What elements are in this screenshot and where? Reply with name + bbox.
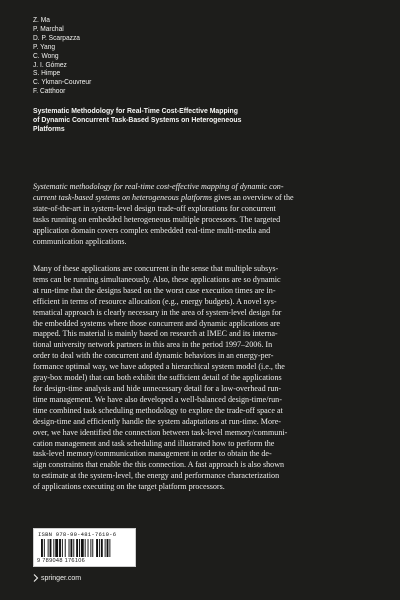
intro-line bbox=[33, 204, 365, 215]
author-name: P. Yang bbox=[33, 41, 56, 51]
description-line: tional university network partners in this area in the period 1997–2006. In bbox=[33, 340, 273, 350]
description-line: the embedded systems where those concurrent and dynamic applications are bbox=[33, 318, 280, 328]
intro-line bbox=[33, 237, 365, 248]
text-segment: application domain covers complex embedded real-time multi-media and bbox=[33, 225, 271, 235]
chevron-right-icon bbox=[33, 574, 39, 582]
publisher-label: springer.com bbox=[41, 574, 82, 582]
description-line: tems can be running simultaneously. Also, these applications are so dynamic bbox=[33, 274, 281, 284]
emphasized-text: current task-based systems on heterogeneous platforms bbox=[33, 192, 213, 202]
title-line: Systematic Methodology for Real-Time Cost-Effective Mapping bbox=[33, 106, 238, 115]
intro-paragraph bbox=[33, 182, 365, 247]
isbn-barcode-box bbox=[33, 528, 136, 567]
description-line: of applications executing on the target platform processors. bbox=[33, 482, 225, 492]
author-name: J. I. Gómez bbox=[33, 59, 67, 69]
author-name: C. Wong bbox=[33, 50, 59, 60]
description-line: efficient in terms of resource allocation (e.g., energy budgets). A novel sys- bbox=[33, 296, 277, 306]
author-name: Z. Ma bbox=[33, 15, 50, 24]
description-line: over, we have identified the connection between task-level memory/communi- bbox=[33, 427, 288, 437]
isbn-label: ISBN 978-90-481-7610-6 bbox=[38, 531, 117, 538]
description-line: time combined task scheduling methodology to explore the trade-off space at bbox=[33, 405, 283, 415]
book-title bbox=[33, 106, 340, 134]
title-line: Platforms bbox=[33, 124, 65, 134]
description-line: sign constraints that enable the this connection. A fast approach is also shown bbox=[33, 460, 285, 470]
author-name: C. Ykman-Couvreur bbox=[33, 77, 92, 87]
description-line: order to deal with the concurrent and dynamic behaviors in an energy-per- bbox=[33, 351, 274, 361]
description-line: formance optimal way, we have adopted a hierarchical system model (i.e., the bbox=[33, 362, 285, 372]
intro-line bbox=[33, 215, 365, 226]
description-line: for design-time analysis and hide unnecessary detail for a low-overhead run- bbox=[33, 383, 282, 393]
text-segment: gives an overview of the bbox=[212, 192, 294, 202]
author-name: F. Catthoor bbox=[33, 86, 66, 96]
text-segment: state-of-the-art in system-level design trade-off explorations for concurrent bbox=[33, 203, 276, 213]
author-name: D. P. Scarpazza bbox=[33, 32, 80, 42]
intro-line bbox=[33, 226, 365, 237]
description-paragraph bbox=[33, 264, 365, 493]
description-line: time management. We have also developed a well-balanced design-time/run- bbox=[33, 394, 282, 404]
description-line: at run-time that the designs based on the worst case execution times are in- bbox=[33, 285, 276, 295]
text-segment: communication applications. bbox=[33, 236, 127, 246]
author-list bbox=[33, 16, 91, 96]
intro-line bbox=[33, 193, 365, 204]
description-line: Many of these applications are concurrent in the sense that multiple subsys- bbox=[33, 264, 279, 273]
emphasized-text: Systematic methodology for real-time cost-effective mapping of dynamic con- bbox=[33, 182, 284, 191]
description-line: tematical approach is clearly necessary in the area of system-level design for bbox=[33, 307, 282, 317]
text-segment: tasks running on embedded heterogeneous multiple processors. The targeted bbox=[33, 214, 281, 224]
description-line: gray-box model) that can both exhibit the sufficient detail of the applications bbox=[33, 373, 282, 383]
barcode-icon bbox=[41, 539, 129, 557]
author-name: S. Himpe bbox=[33, 68, 61, 78]
description-line: to estimate at the system-level, the energy and performance characterization bbox=[33, 471, 280, 481]
description-line: design-time and efficiently handle the system adaptations at run-time. More- bbox=[33, 416, 281, 426]
description-line: task-level memory/communication management in order to obtain the de- bbox=[33, 449, 272, 459]
author-name: P. Marchal bbox=[33, 23, 64, 33]
publisher-link[interactable] bbox=[33, 574, 81, 582]
intro-line bbox=[33, 182, 365, 193]
barcode-digits: 9 789048 176106 bbox=[37, 558, 86, 564]
title-line: of Dynamic Concurrent Task-Based Systems on Heterogeneous bbox=[33, 115, 242, 125]
description-line: mapped. This material is mainly based on research at IMEC and its interna- bbox=[33, 329, 278, 339]
description-line: cation management and task scheduling and illustrated how to perform the bbox=[33, 438, 275, 448]
